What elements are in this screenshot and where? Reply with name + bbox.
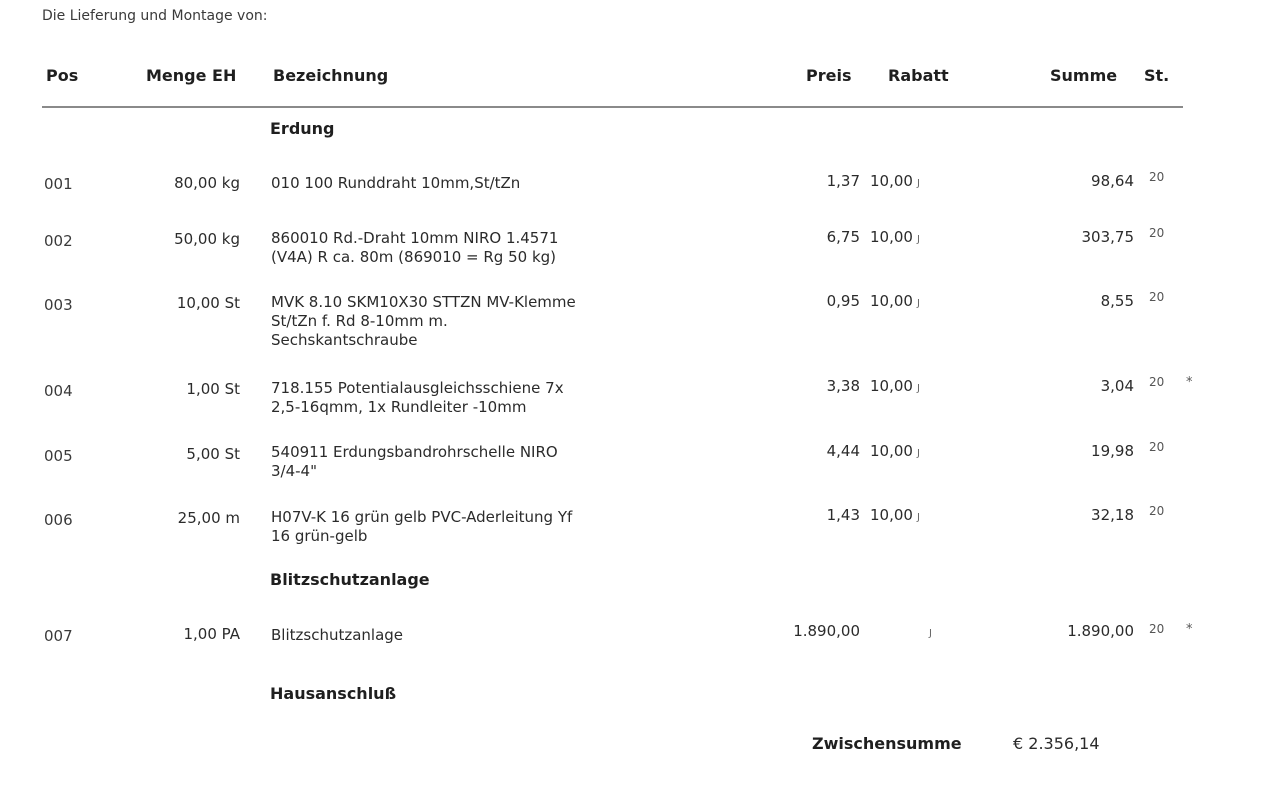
row-description: 010 100 Runddraht 10mm,St/tZn xyxy=(271,174,521,192)
row-menge: 5,00 St xyxy=(186,445,240,463)
row-star-marker: * xyxy=(1186,622,1193,637)
header-summe: Summe xyxy=(1050,66,1118,85)
row-steuer: 20 xyxy=(1149,440,1165,454)
row-description: 860010 Rd.-Draht 10mm NIRO 1.4571 (V4A) R ca. 80m (869010 = Rg 50 kg) xyxy=(271,229,559,266)
row-preis: 0,95 xyxy=(826,292,860,310)
header-pos: Pos xyxy=(46,66,79,85)
row-mark: J xyxy=(916,383,920,394)
row-steuer: 20 xyxy=(1149,622,1165,636)
row-mark: J xyxy=(929,628,932,639)
section-blitzschutzanlage: Blitzschutzanlage xyxy=(270,570,430,589)
row-mark: J xyxy=(916,234,920,245)
row-pos: 002 xyxy=(44,232,73,250)
row-pos: 003 xyxy=(44,296,73,314)
row-rabatt: 10,00 xyxy=(870,292,913,310)
row-description: Blitzschutzanlage xyxy=(271,626,404,644)
row-menge: 10,00 St xyxy=(176,294,240,312)
intro-text: Die Lieferung und Montage von: xyxy=(42,8,268,24)
row-summe: 303,75 xyxy=(1081,228,1134,246)
row-summe: 98,64 xyxy=(1091,172,1134,190)
header-menge: Menge EH xyxy=(146,66,237,85)
row-steuer: 20 xyxy=(1149,226,1165,240)
row-rabatt: 10,00 xyxy=(870,506,913,524)
row-mark: J xyxy=(916,298,920,309)
row-preis: 3,38 xyxy=(826,377,860,395)
row-pos: 006 xyxy=(44,511,73,529)
row-summe: 19,98 xyxy=(1091,442,1134,460)
row-description: 718.155 Potentialausgleichsschiene 7x 2,5-16qmm, 1x Rundleiter -10mm xyxy=(271,379,564,416)
header-preis: Preis xyxy=(806,66,852,85)
row-preis: 6,75 xyxy=(826,228,860,246)
subtotal-value: € 2.356,14 xyxy=(1013,734,1100,753)
row-pos: 005 xyxy=(44,447,73,465)
header-divider xyxy=(42,106,1183,108)
row-summe: 32,18 xyxy=(1091,506,1134,524)
subtotal-label: Zwischensumme xyxy=(812,734,962,753)
row-steuer: 20 xyxy=(1149,290,1165,304)
row-preis: 1,37 xyxy=(826,172,860,190)
header-rabatt: Rabatt xyxy=(888,66,949,85)
row-rabatt: 10,00 xyxy=(870,377,913,395)
row-star-marker: * xyxy=(1186,375,1193,390)
row-menge: 80,00 kg xyxy=(174,174,240,192)
row-menge: 1,00 PA xyxy=(183,625,240,643)
row-summe: 1.890,00 xyxy=(1067,622,1134,640)
row-description: MVK 8.10 SKM10X30 STTZN MV-Klemme St/tZn f. Rd 8-10mm m. Sechskantschraube xyxy=(271,293,576,349)
header-bezeichnung: Bezeichnung xyxy=(273,66,389,85)
header-st: St. xyxy=(1144,66,1170,85)
row-description: 540911 Erdungsbandrohrschelle NIRO 3/4-4" xyxy=(271,443,558,480)
row-menge: 25,00 m xyxy=(177,509,240,527)
row-rabatt: 10,00 xyxy=(870,228,913,246)
section-erdung: Erdung xyxy=(270,119,335,138)
row-summe: 8,55 xyxy=(1100,292,1134,310)
row-preis: 1.890,00 xyxy=(793,622,860,640)
row-menge: 50,00 kg xyxy=(174,230,240,248)
row-steuer: 20 xyxy=(1149,504,1165,518)
row-preis: 4,44 xyxy=(826,442,860,460)
row-rabatt: 10,00 xyxy=(870,442,913,460)
row-steuer: 20 xyxy=(1149,170,1165,184)
row-mark: J xyxy=(916,448,920,459)
row-pos: 004 xyxy=(44,382,73,400)
row-preis: 1,43 xyxy=(826,506,860,524)
section-hausanschluss: Hausanschluß xyxy=(270,684,397,703)
row-rabatt: 10,00 xyxy=(870,172,913,190)
row-pos: 001 xyxy=(44,175,73,193)
row-summe: 3,04 xyxy=(1100,377,1134,395)
row-pos: 007 xyxy=(44,627,73,645)
row-mark: J xyxy=(916,178,920,189)
row-menge: 1,00 St xyxy=(186,380,240,398)
row-steuer: 20 xyxy=(1149,375,1165,389)
row-description: H07V-K 16 grün gelb PVC-Aderleitung Yf 16 grün-gelb xyxy=(271,508,573,545)
row-mark: J xyxy=(916,512,920,523)
